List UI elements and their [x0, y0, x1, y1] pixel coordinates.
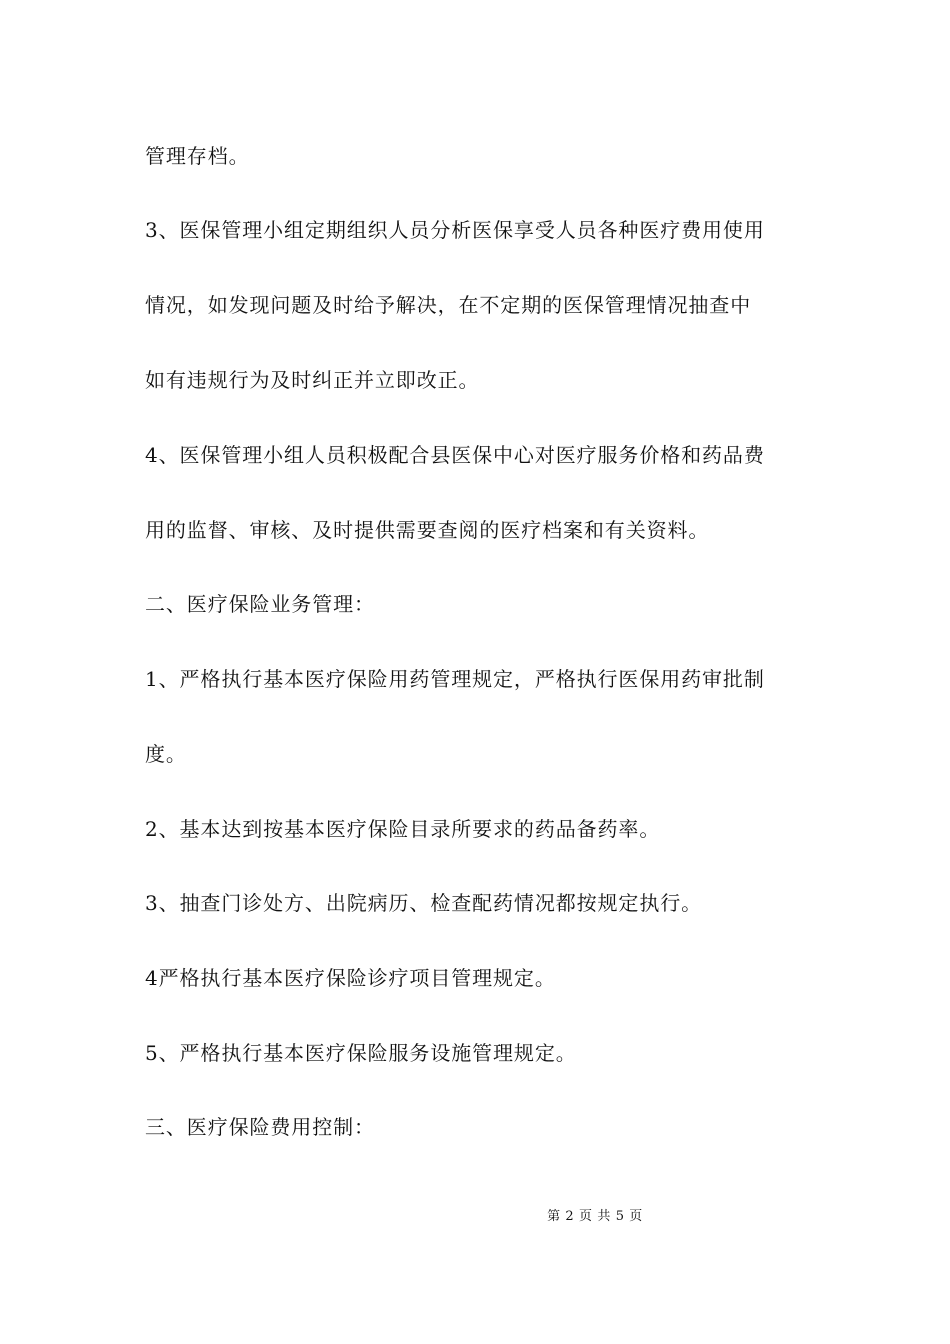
text-line-1: 管理存档。	[145, 144, 250, 168]
page-footer	[0, 1208, 950, 1226]
text-line-11: 3、抽查门诊处方、出院病历、检查配药情况都按规定执行。	[145, 891, 703, 915]
text-line-2: 3、医保管理小组定期组织人员分析医保享受人员各种医疗费用使用	[145, 218, 765, 242]
text-line-6: 用的监督、审核、及时提供需要查阅的医疗档案和有关资料。	[145, 518, 710, 542]
text-line-10: 2、基本达到按基本医疗保险目录所要求的药品备药率。	[145, 817, 661, 841]
text-line-5: 4、医保管理小组人员积极配合县医保中心对医疗服务价格和药品费	[145, 443, 765, 467]
section-heading-2: 二、医疗保险业务管理：	[145, 592, 375, 616]
text-line-13: 5、严格执行基本医疗保险服务设施管理规定。	[145, 1041, 577, 1065]
text-line-9: 度。	[145, 742, 187, 766]
section-heading-3: 三、医疗保险费用控制：	[145, 1115, 375, 1139]
text-line-12: 4严格执行基本医疗保险诊疗项目管理规定。	[145, 966, 556, 990]
text-line-4: 如有违规行为及时纠正并立即改正。	[145, 368, 480, 392]
page-number-label: 第 2 页 共 5 页	[547, 1209, 643, 1224]
text-line-3: 情况，如发现问题及时给予解决，在不定期的医保管理情况抽查中	[145, 293, 752, 317]
text-line-8: 1、严格执行基本医疗保险用药管理规定，严格执行医保用药审批制	[145, 667, 765, 691]
